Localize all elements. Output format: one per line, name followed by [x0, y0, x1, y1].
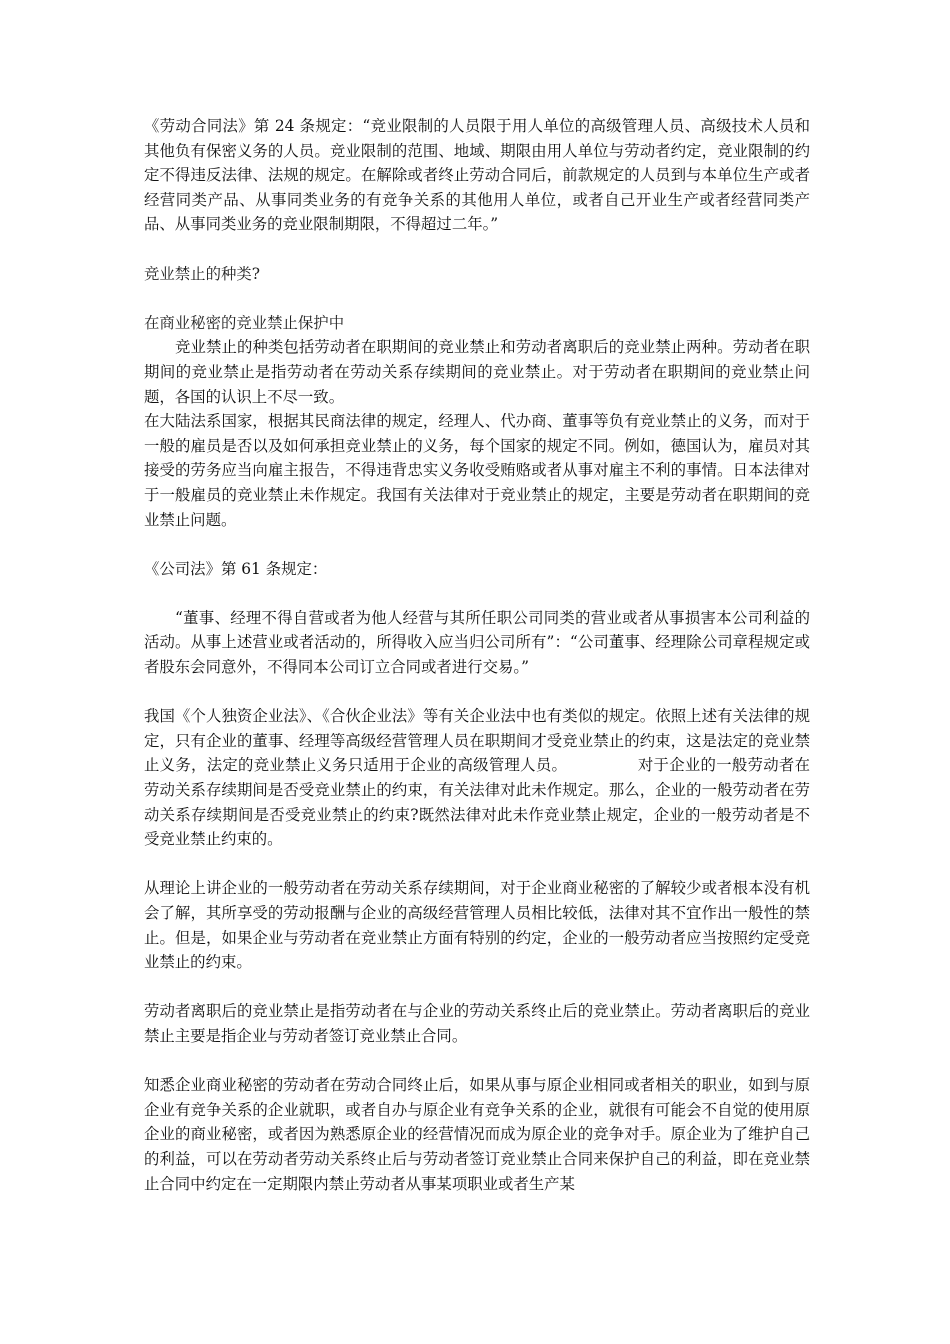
spacer [144, 237, 810, 262]
paragraph-company-law-quote: “董事、经理不得自营或者为他人经营与其所任职公司同类的营业或者从事损害本公司利益的活动。从事上述营业或者活动的，所得收入应当归公司所有”：“公司董事、经理除公司章程规定或者股东会同意外，不得同本公司订立合同或者进行交易。” [144, 608, 810, 677]
heading-types-of-non-compete: 竞业禁止的种类? [144, 264, 260, 283]
spacer [144, 852, 810, 877]
document-page [144, 114, 810, 1196]
paragraph-labor-contract-law-article-24: 《劳动合同法》第 24 条规定：“竞业限制的人员限于用人单位的高级管理人员、高级技术人员和其他负有保密义务的人员。竞业限制的范围、地域、期限由用人单位与劳动者约定，竞业限制的约定不得违反法律、法规的规定。在解除或者终止劳动合同后，前款规定的人员到与本单位生产或者经营同类产品、从事同类业务的有竞争关系的其他用人单位，或者自己开业生产或者经营同类产品、从事同类业务的竞业限制期限，不得超过二年。” [144, 117, 810, 234]
subheading-trade-secret-protection: 在商业秘密的竞业禁止保护中 [144, 313, 345, 332]
paragraph-civil-law-countries: 在大陆法系国家，根据其民商法律的规定，经理人、代办商、董事等负有竞业禁止的义务，而对于一般的雇员是否以及如何承担竞业禁止的义务，每个国家的规定不同。例如，德国认为，雇员对其接受的劳务应当向雇主报告，不得违背忠实义务收受贿赂或者从事对雇主不利的事情。日本法律对于一般雇员的竞业禁止未作规定。我国有关法律对于竞业禁止的规定，主要是劳动者在职期间的竞业禁止问题。 [144, 412, 810, 529]
paragraph-trade-secret-workers: 知悉企业商业秘密的劳动者在劳动合同终止后，如果从事与原企业相同或者相关的职业，如到与原企业有竞争关系的企业就职，或者自办与原企业有竞争关系的企业，就很有可能会不自觉的使用原企业的商业秘密，或者因为熟悉原企业的经营情况而成为原企业的竞争对手。原企业为了维护自己的利益，可以在劳动者劳动关系终止后与劳动者签订竞业禁止合同来保护自己的利益，即在竞业禁止合同中约定在一定期限内禁止劳动者从事某项职业或者生产某 [144, 1076, 810, 1193]
paragraph-enterprise-laws: 我国《个人独资企业法》、《合伙企业法》等有关企业法中也有类似的规定。依照上述有关法律的规定，只有企业的董事、经理等高级经营管理人员在职期间才受竞业禁止的约束，这是法定的竞业禁止义务，法定的竞业禁止义务只适用于企业的高级管理人员。 对于企业的一般劳动者在劳动关系存续期间是否受竞业禁止的约束，有关法律对此未作规定。那么，企业的一般劳动者在劳动关系存续期间是否受竞业禁止的约束?既然法律对此未作竞业禁止规定，企业的一般劳动者是不受竞业禁止约束的。 [144, 707, 810, 849]
paragraph-company-law-article-61: 《公司法》第 61 条规定： [144, 559, 328, 578]
spacer [144, 975, 810, 1000]
spacer [144, 581, 810, 606]
paragraph-theory-general-workers: 从理论上讲企业的一般劳动者在劳动关系存续期间，对于企业商业秘密的了解较少或者根本没有机会了解，其所享受的劳动报酬与企业的高级经营管理人员相比较低，法律对其不宜作出一般性的禁止。但是，如果企业与劳动者在竞业禁止方面有特别的约定，企业的一般劳动者应当按照约定受竞业禁止的约束。 [144, 879, 810, 972]
paragraph-types-description: 竞业禁止的种类包括劳动者在职期间的竞业禁止和劳动者离职后的竞业禁止两种。劳动者在职期间的竞业禁止是指劳动者在劳动关系存续期间的竞业禁止。对于劳动者在职期间的竞业禁止问题，各国的认识上不尽一致。 [144, 338, 810, 406]
paragraph-post-employment-non-compete: 劳动者离职后的竞业禁止是指劳动者在与企业的劳动关系终止后的竞业禁止。劳动者离职后的竞业禁止主要是指企业与劳动者签订竞业禁止合同。 [144, 1002, 810, 1045]
spacer [144, 286, 810, 311]
spacer [144, 532, 810, 557]
spacer [144, 1049, 810, 1074]
spacer [144, 680, 810, 705]
